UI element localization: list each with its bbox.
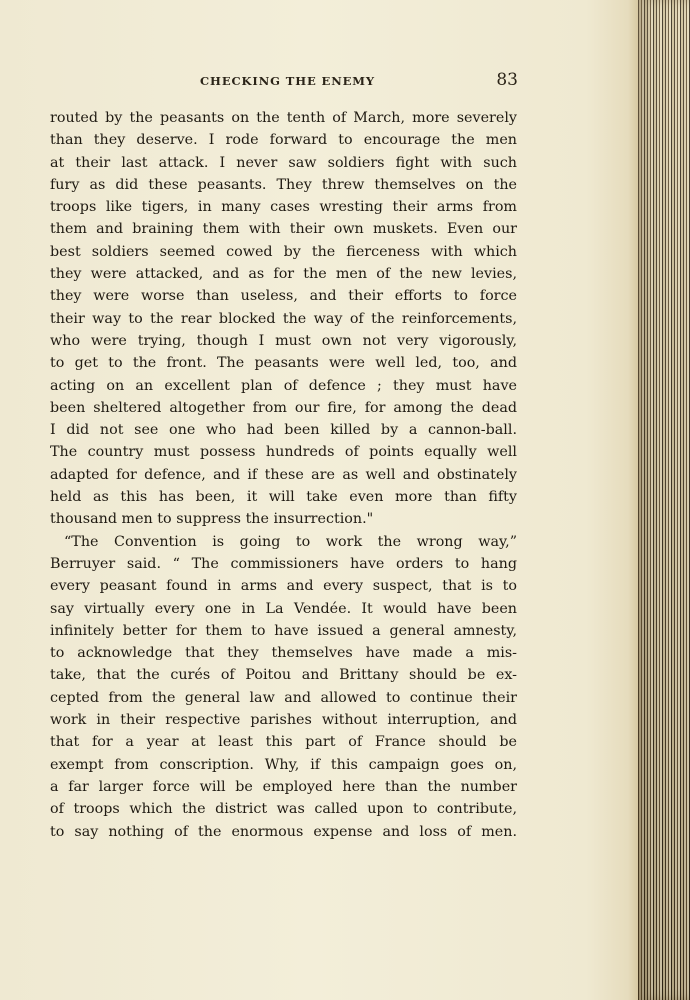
- text-line: best soldiers seemed cowed by the fierceness with which: [50, 243, 517, 260]
- text-line: The country must possess hundreds of points equally well: [50, 444, 517, 461]
- text-line: than they deserve. I rode forward to encourage the men: [50, 132, 517, 149]
- running-head: [50, 70, 520, 94]
- text-line: been sheltered altogether from our fire, for among the dead: [50, 399, 517, 416]
- text-line: to say nothing of the enormous expense and loss of men.: [50, 823, 517, 840]
- page-edges: [638, 0, 690, 1000]
- text-line: exempt from conscription. Why, if this campaign goes on,: [50, 756, 517, 773]
- text-line: infinitely better for them to have issued a general amnesty,: [50, 622, 517, 639]
- text-line: they were attacked, and as for the men of the new levies,: [50, 266, 517, 283]
- text-line: routed by the peasants on the tenth of March, more severely: [50, 110, 517, 126]
- text-line: that for a year at least this part of France should be: [50, 734, 517, 751]
- text-line: a far larger force will be employed here than the number: [50, 778, 517, 795]
- text-line: fury as did these peasants. They threw themselves on the: [50, 176, 517, 193]
- text-line: every peasant found in arms and every suspect, that is to: [50, 578, 517, 595]
- text-line: work in their respective parishes without interruption, and: [50, 712, 517, 729]
- text-line: thousand men to suppress the insurrection.": [50, 511, 374, 528]
- text-line: troops like tigers, in many cases wresting their arms from: [50, 199, 517, 216]
- text-line: to get to the front. The peasants were well led, too, and: [50, 355, 517, 372]
- text-line: acting on an excellent plan of defence ; they must have: [50, 377, 517, 394]
- text-line: who were trying, though I must own not very vigorously,: [50, 332, 517, 349]
- text-line: at their last attack. I never saw soldiers fight with such: [50, 154, 517, 171]
- text-line: they were worse than useless, and their efforts to force: [50, 288, 517, 305]
- text-line: of troops which the district was called upon to contribute,: [50, 801, 517, 818]
- text-line: I did not see one who had been killed by a cannon-ball.: [50, 422, 517, 439]
- text-line: take, that the curés of Poitou and Brittany should be ex-: [50, 667, 517, 684]
- running-title: CHECKING THE ENEMY: [200, 74, 376, 88]
- text-line: to acknowledge that they themselves have made a mis-: [50, 645, 517, 662]
- text-line: them and braining them with their own muskets. Even our: [50, 221, 517, 238]
- text-line: “The Convention is going to work the wrong way,”: [64, 533, 517, 550]
- text-line: Berruyer said. “ The commissioners have orders to hang: [50, 555, 517, 572]
- text-line: their way to the rear blocked the way of the reinforcements,: [50, 310, 517, 327]
- page-number: 83: [496, 70, 518, 90]
- text-line: held as this has been, it will take even more than fifty: [50, 489, 517, 506]
- text-line: cepted from the general law and allowed to continue their: [50, 689, 517, 706]
- text-line: say virtually every one in La Vendée. It would have been: [50, 600, 517, 617]
- body-text: [50, 107, 517, 843]
- text-line: adapted for defence, and if these are as well and obstinately: [50, 466, 517, 483]
